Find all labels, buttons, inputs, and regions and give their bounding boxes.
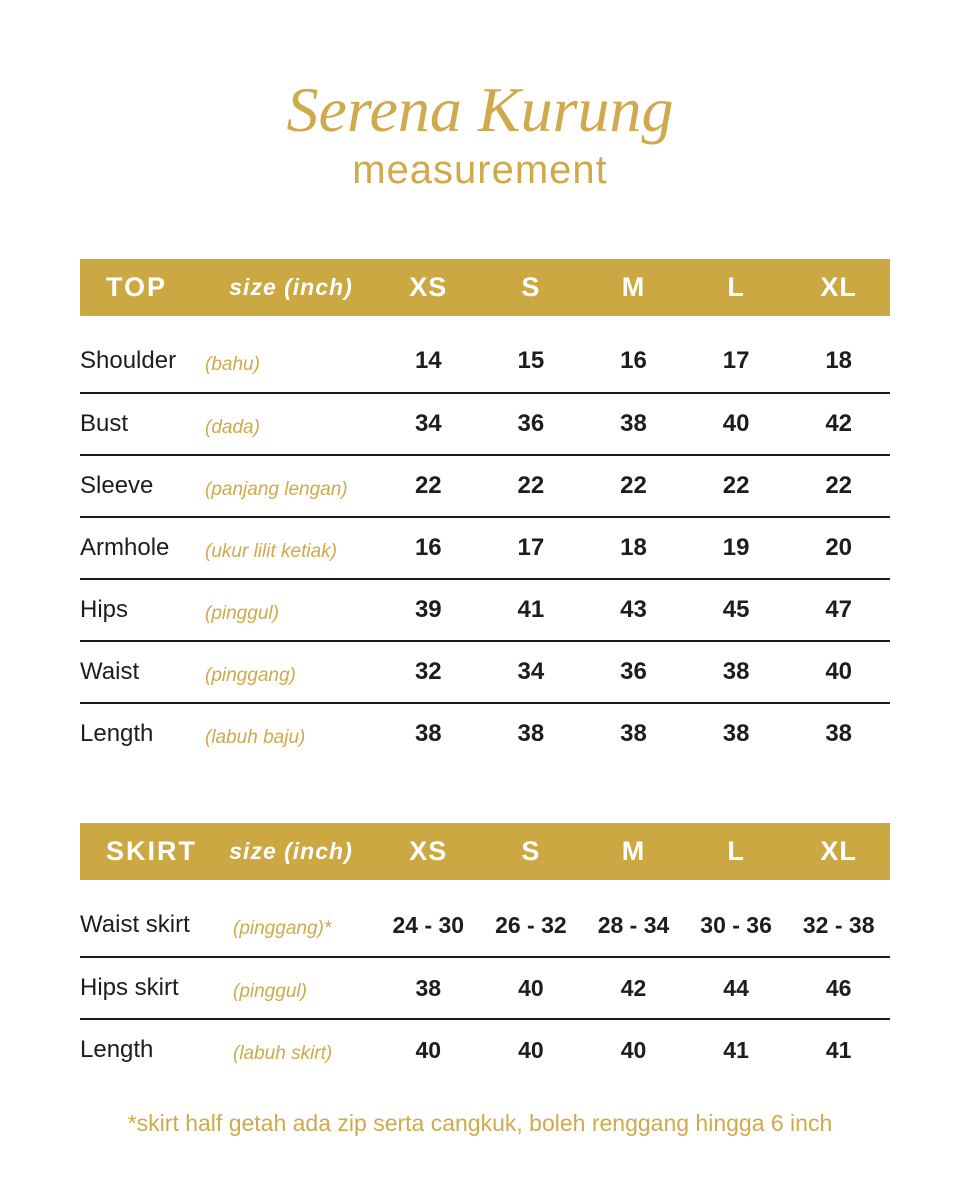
measurement-value: 19 [722, 534, 750, 562]
measurement-value: 22 [517, 472, 545, 500]
measurement-label: Sleeve [80, 472, 154, 500]
measurement-value: 41 [723, 1036, 749, 1063]
measurement-label: Waist [80, 658, 140, 686]
measurement-label: Length [80, 1036, 154, 1064]
measurement-value: 38 [722, 720, 750, 748]
table-row [80, 330, 890, 392]
measurement-value: 36 [517, 410, 545, 438]
table-row [80, 578, 890, 640]
measurement-label-malay: (bahu) [205, 353, 260, 375]
measurement-value: 16 [414, 534, 442, 562]
size-column-header: M [621, 836, 646, 867]
measurement-value: 46 [825, 974, 852, 1001]
measurement-label-malay: (labuh skirt) [233, 1042, 333, 1064]
measurement-label: Shoulder [80, 347, 177, 375]
measurement-label: Armhole [80, 534, 170, 562]
measurement-value: 47 [825, 596, 853, 624]
measurement-value: 40 [722, 410, 750, 438]
measurement-value: 18 [825, 347, 853, 375]
measurement-value: 22 [825, 472, 853, 500]
size-column-header: L [727, 836, 745, 867]
measurement-value: 36 [620, 658, 647, 686]
page-title: Serena Kurung [286, 74, 674, 145]
measurement-value: 20 [825, 534, 853, 562]
measurement-value: 42 [825, 410, 853, 438]
measurement-value: 38 [415, 974, 442, 1001]
measurement-value: 28 - 34 [597, 911, 670, 938]
measurement-value: 18 [620, 534, 647, 562]
measurement-value: 40 [415, 1036, 442, 1063]
size-column-header: M [621, 272, 646, 303]
measurement-value: 16 [620, 347, 647, 375]
measurement-label-malay: (pinggang) [205, 664, 296, 686]
measurement-value: 40 [620, 1036, 647, 1063]
table-row [80, 454, 890, 516]
measurement-label-malay: (panjang lengan) [205, 478, 348, 500]
measurement-value: 43 [620, 596, 647, 624]
measurement-value: 38 [620, 410, 647, 438]
page-subtitle: measurement [352, 148, 608, 193]
measurement-value: 34 [517, 658, 545, 686]
measurement-value: 26 - 32 [495, 911, 567, 938]
table-row [80, 702, 890, 764]
measurement-label: Hips skirt [80, 974, 179, 1002]
table-rows [80, 880, 890, 1080]
measurement-label-malay: (pinggul) [233, 980, 307, 1002]
measurement-value: 38 [620, 720, 647, 748]
measurement-label: Length [80, 720, 154, 748]
measurement-value: 40 [825, 658, 853, 686]
size-column-header: XS [409, 272, 448, 303]
table-row [80, 1018, 890, 1080]
measurement-value: 14 [414, 347, 442, 375]
size-column-header: XS [409, 836, 448, 867]
table-row [80, 894, 890, 956]
measurement-value: 39 [414, 596, 442, 624]
measurement-value: 34 [414, 410, 442, 438]
measurement-value: 32 - 38 [802, 911, 875, 938]
measurement-label-malay: (dada) [205, 416, 260, 438]
measurement-value: 40 [518, 974, 544, 1001]
table-header-band [80, 259, 890, 316]
measurement-value: 22 [620, 472, 647, 500]
measurement-label: Waist skirt [80, 911, 190, 939]
measurement-value: 38 [414, 720, 442, 748]
measurement-value: 44 [723, 974, 749, 1001]
table-skirt [80, 823, 890, 1080]
measurement-value: 22 [414, 472, 442, 500]
table-rows [80, 316, 890, 764]
size-column-header: XL [820, 836, 857, 867]
measurement-value: 42 [620, 974, 647, 1001]
measurement-label: Bust [80, 410, 129, 438]
size-column-header: S [521, 836, 541, 867]
measurement-value: 45 [722, 596, 750, 624]
measurement-label-malay: (pinggul) [205, 602, 279, 624]
measurement-label-malay: (ukur lilit ketiak) [205, 540, 337, 562]
measurement-label-malay: (labuh baju) [205, 726, 306, 748]
table-name: TOP [106, 272, 168, 303]
measurement-value: 41 [825, 1036, 852, 1063]
size-column-header: L [727, 272, 745, 303]
measurement-value: 38 [825, 720, 853, 748]
size-unit-label: size (inch) [229, 274, 353, 301]
measurement-value: 38 [722, 658, 750, 686]
measurement-value: 22 [722, 472, 750, 500]
measurement-value: 32 [414, 658, 442, 686]
measurement-label-malay: (pinggang)* [233, 917, 332, 939]
table-header-band [80, 823, 890, 880]
table-row [80, 392, 890, 454]
measurement-tables [80, 259, 890, 1080]
measurement-value: 40 [518, 1036, 544, 1063]
size-unit-label: size (inch) [229, 838, 353, 865]
size-column-header: S [521, 272, 541, 303]
table-row [80, 956, 890, 1018]
measurement-label: Hips [80, 596, 129, 624]
table-row [80, 516, 890, 578]
measurement-value: 41 [517, 596, 545, 624]
measurement-value: 17 [517, 534, 545, 562]
measurement-value: 30 - 36 [700, 911, 772, 938]
page-header [0, 0, 960, 193]
table-row [80, 640, 890, 702]
measurement-value: 15 [517, 347, 545, 375]
measurement-value: 38 [517, 720, 545, 748]
table-top [80, 259, 890, 764]
measurement-value: 17 [722, 347, 750, 375]
table-name: SKIRT [106, 836, 197, 867]
measurement-value: 24 - 30 [392, 911, 465, 938]
footnote: *skirt half getah ada zip serta cangkuk, boleh renggang hingga 6 inch [127, 1110, 833, 1137]
size-column-header: XL [820, 272, 857, 303]
